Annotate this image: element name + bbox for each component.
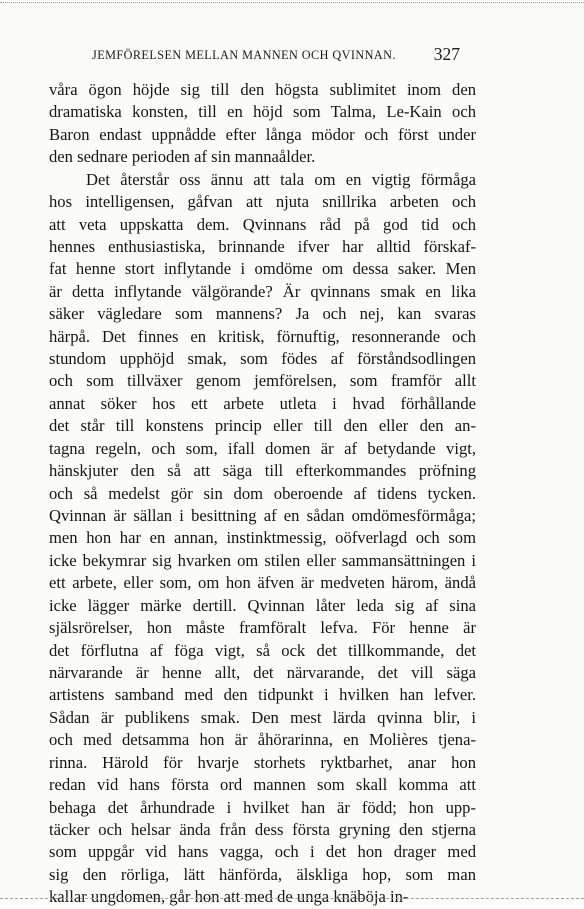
text-line: härpå. Det finnes en kritisk, förnuftig, resonnerande och <box>49 326 476 346</box>
text-line: rinna. Härold för hvarje storhets ryktbarhet, anar hon <box>49 752 476 772</box>
text-line: den sednare perioden af sin mannaålder. <box>49 147 316 167</box>
scan-edge-bottom <box>0 898 584 906</box>
text-line: artistens samband med den tidpunkt i hvilken han lefver. <box>49 685 476 705</box>
text-line: dramatiska konsten, till en höjd som Talma, Le-Kain och <box>49 102 476 122</box>
text-line: och med detsamma hon är åhörarinna, en Molières tjena- <box>49 730 476 750</box>
text-line: Sådan är publikens smak. Den mest lärda qvinna blir, i <box>49 707 476 727</box>
text-line: icke bekymrar sig hvarken om stilen eller sammansättningen i <box>49 550 476 570</box>
text-line: tagna regeln, och som, ifall domen är af betydande vigt, <box>49 438 476 458</box>
body-text <box>49 79 476 909</box>
text-line: det förflutna af föga vigt, så ock det tillkommande, det <box>49 640 476 660</box>
text-line: stundom upphöjd smak, som födes af förståndsodlingen <box>49 349 476 369</box>
text-line: våra ögon höjde sig till den högsta sublimitet inom den <box>49 80 476 99</box>
text-line: och så medelst gör sin dom oberoende af tidens tycken. <box>49 483 476 503</box>
text-line: som uppgår vid hans vagga, och i det hon drager med <box>49 842 476 862</box>
text-line: närvarande är henne allt, det närvarande, det vill säga <box>49 662 476 682</box>
text-line: hänskjuter den så att säga till efterkommandes pröfning <box>49 461 476 481</box>
text-line: ett arbete, eller som, om hon äfven är medveten härom, ändå <box>49 573 476 593</box>
text-line: behaga det århundrade i hvilket han är född; hon upp- <box>49 797 476 817</box>
scan-edge-top <box>0 0 584 3</box>
text-line: fat henne stort inflytande i omdöme om dessa saker. Men <box>49 259 476 279</box>
text-line: annat söker hos ett arbete utleta i hvad förhållande <box>49 393 476 413</box>
text-line: täcker och helsar ända från dess första gryning den stjerna <box>49 819 476 839</box>
text-line: icke lägger märke dertill. Qvinnan låter leda sig af sina <box>49 595 476 615</box>
text-line: Qvinnan är sällan i besittning af en sådan omdömesförmåga; <box>49 506 476 526</box>
text-line: hos intelligensen, gåfvan att njuta snillrika arbeten och <box>49 192 476 212</box>
text-line: är detta inflytande välgörande? Är qvinnans smak en lika <box>49 281 476 301</box>
text-line: Baron endast uppnådde efter långa mödor och först under <box>49 124 476 144</box>
text-line: att veta uppskatta dem. Qvinnans råd på god tid och <box>49 214 476 234</box>
text-line: sig den rörliga, lätt hänförda, älskliga hop, som man <box>49 864 476 884</box>
text-line: säker vägledare som mannens? Ja och nej, kan svaras <box>49 304 476 324</box>
text-line: Det återstår oss ännu att tala om en vigtig förmåga <box>86 169 476 189</box>
text-line: redan vid hans första ord mannen som skall komma att <box>49 775 476 795</box>
text-line: kallar ungdomen, går hon att med de unga knäböja in- <box>49 887 409 907</box>
page-header <box>0 44 584 68</box>
running-head: JEMFÖRELSEN MELLAN MANNEN OCH QVINNAN. <box>92 48 396 62</box>
text-line: det står till konstens princip eller till den eller den an- <box>49 416 476 436</box>
text-line: och som tillväxer genom jemförelsen, som framför allt <box>49 371 476 391</box>
text-line: hennes enthusiastiska, brinnande ifver har alltid förskaf- <box>49 236 476 256</box>
text-line: men hon har en annan, instinktmessig, oöfverlagd och som <box>49 528 476 548</box>
page-number: 327 <box>433 44 460 64</box>
text-line: själsrörelser, hon måste framföralt lefva. För henne är <box>49 618 476 638</box>
